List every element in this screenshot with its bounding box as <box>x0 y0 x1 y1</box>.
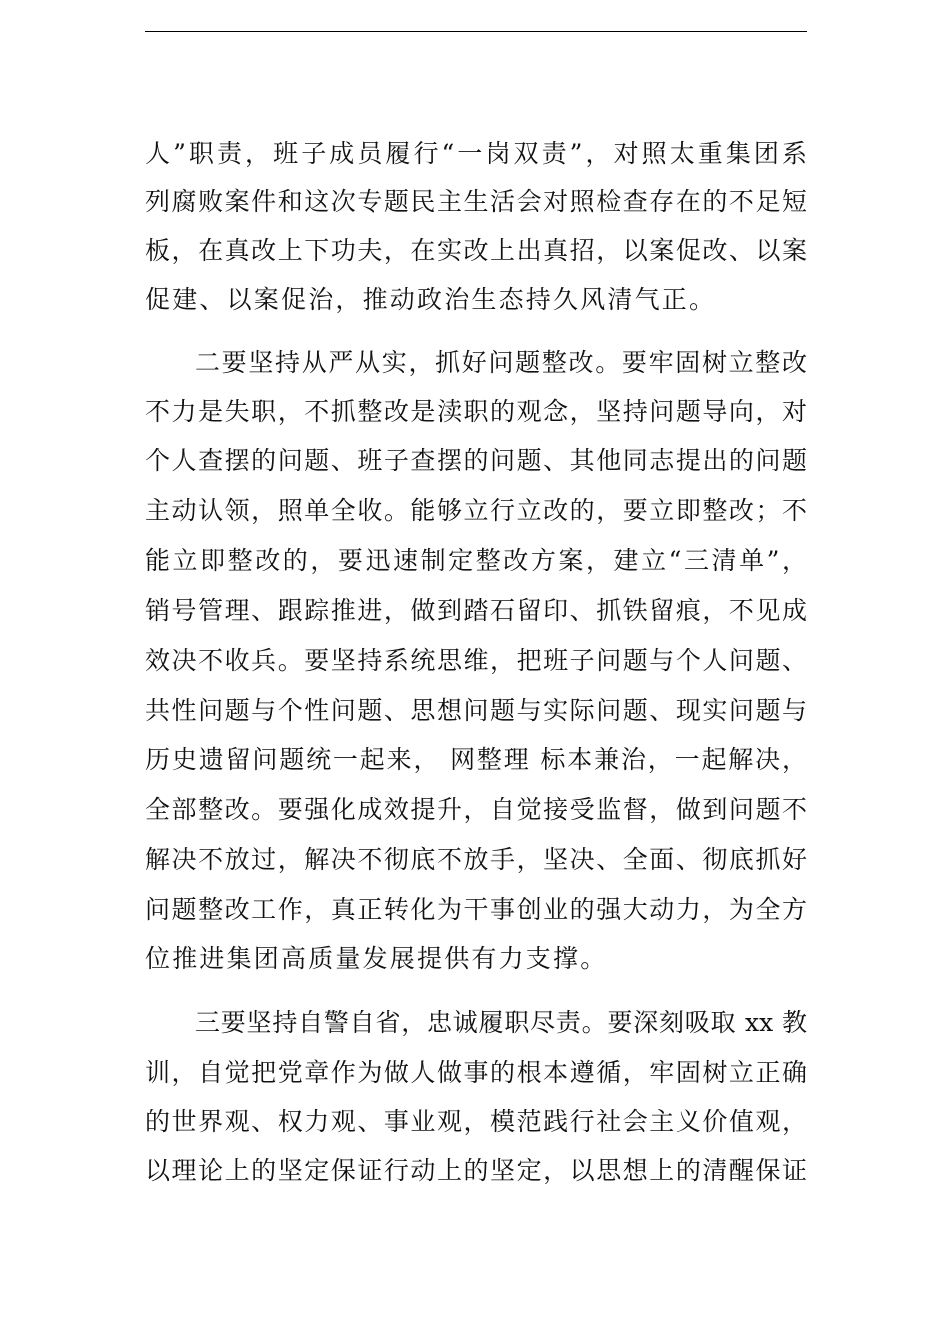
text-line: 全部整改。要强化成效提升，自觉接受监督，做到问题不 <box>145 795 807 824</box>
text-line: 效决不收兵。要坚持系统思维，把班子问题与个人问题、 <box>145 646 807 675</box>
text-line: 解决不放过，解决不彻底不放手，坚决、全面、彻底抓好 <box>145 845 807 874</box>
text-line: 的世界观、权力观、事业观，模范践行社会主义价值观， <box>145 1107 807 1136</box>
text-line: 促建、以案促治，推动政治生态持久风清气正。 <box>145 285 717 314</box>
text-line: 不力是失职，不抓整改是渎职的观念，坚持问题导向，对 <box>145 397 807 426</box>
paragraph-start-line: 二要坚持从严从实，抓好问题整改。要牢固树立整改 <box>195 348 807 377</box>
text-line: 问题整改工作，真正转化为干事创业的强大动力，为全方 <box>145 895 807 924</box>
paragraph-start-line: 三要坚持自警自省，忠诚履职尽责。要深刻吸取 xx 教 <box>195 1008 807 1037</box>
text-line: 训，自觉把党章作为做人做事的根本遵循，牢固树立正确 <box>145 1058 807 1087</box>
text-line: 历史遗留问题统一起来， 网整理 标本兼治，一起解决， <box>145 745 807 774</box>
text-line: 共性问题与个性问题、思想问题与实际问题、现实问题与 <box>145 696 807 725</box>
text-line: 板，在真改上下功夫，在实改上出真招，以案促改、以案 <box>145 236 807 265</box>
text-line: 能立即整改的，要迅速制定整改方案，建立“三清单”， <box>145 546 807 575</box>
text-line: 个人查摆的问题、班子查摆的问题、其他同志提出的问题 <box>145 446 807 475</box>
text-line: 列腐败案件和这次专题民主生活会对照检查存在的不足短 <box>145 187 807 216</box>
text-line: 位推进集团高质量发展提供有力支撑。 <box>145 944 608 973</box>
text-line: 销号管理、跟踪推进，做到踏石留印、抓铁留痕，不见成 <box>145 596 807 625</box>
text-line: 人”职责，班子成员履行“一岗双责”，对照太重集团系 <box>145 139 807 168</box>
text-line: 以理论上的坚定保证行动上的坚定，以思想上的清醒保证 <box>145 1156 807 1185</box>
header-rule <box>145 31 807 32</box>
text-line: 主动认领，照单全收。能够立行立改的，要立即整改；不 <box>145 496 807 525</box>
